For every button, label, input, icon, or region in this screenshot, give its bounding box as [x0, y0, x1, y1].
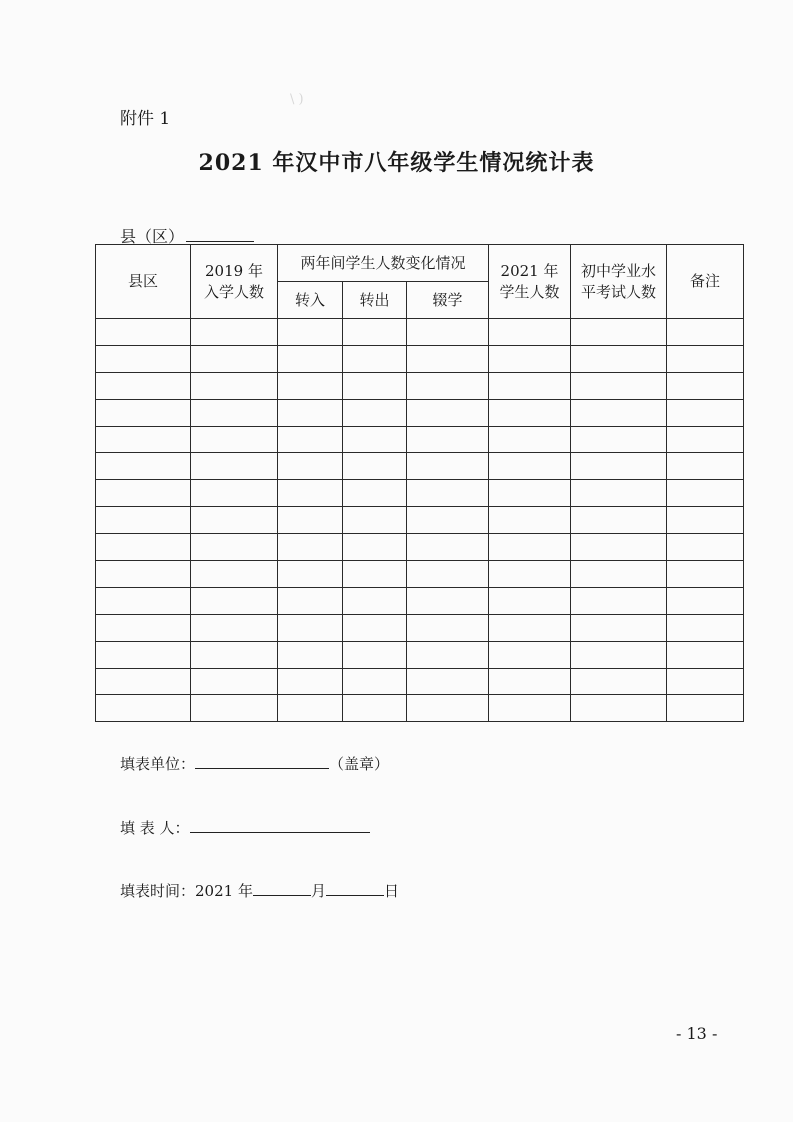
table-cell — [191, 372, 278, 399]
table-cell — [489, 695, 571, 722]
table-cell — [407, 507, 489, 534]
table-cell — [96, 668, 191, 695]
table-cell — [96, 345, 191, 372]
county-label: 县（区） — [120, 227, 185, 246]
day-blank-line — [326, 883, 384, 896]
time-label: 填表时间：2021 年 — [120, 882, 253, 900]
table-cell — [489, 319, 571, 346]
table-cell — [667, 614, 744, 641]
time-line — [120, 880, 399, 901]
table-cell — [278, 507, 343, 534]
unit-label: 填表单位： — [120, 755, 196, 773]
table-cell — [489, 345, 571, 372]
table-cell — [571, 587, 667, 614]
table-row — [96, 641, 744, 668]
table-cell — [407, 561, 489, 588]
table-cell — [343, 587, 407, 614]
unit-line — [120, 753, 389, 774]
table-cell — [343, 399, 407, 426]
table-cell — [191, 345, 278, 372]
table-row — [96, 561, 744, 588]
table-cell — [667, 641, 744, 668]
filler-label: 填 表 人： — [120, 819, 190, 837]
filler-blank-line — [190, 820, 370, 833]
table-cell — [571, 453, 667, 480]
table-row — [96, 534, 744, 561]
table-cell — [489, 507, 571, 534]
table-cell — [489, 668, 571, 695]
table-cell — [278, 695, 343, 722]
header-exam-count: 初中学业水 平考试人数 — [571, 245, 667, 319]
table-cell — [407, 695, 489, 722]
table-cell — [191, 668, 278, 695]
table-cell — [343, 668, 407, 695]
page-number: - 13 - — [676, 1024, 718, 1043]
table-cell — [489, 561, 571, 588]
table-cell — [278, 345, 343, 372]
table-cell — [191, 561, 278, 588]
table-cell — [191, 507, 278, 534]
table-cell — [667, 507, 744, 534]
table-cell — [571, 399, 667, 426]
table-body — [96, 319, 744, 722]
table-cell — [278, 534, 343, 561]
table-cell — [343, 695, 407, 722]
table-cell — [489, 399, 571, 426]
table-cell — [191, 426, 278, 453]
table-cell — [191, 399, 278, 426]
table-cell — [407, 480, 489, 507]
table-cell — [489, 641, 571, 668]
table-row — [96, 345, 744, 372]
table-cell — [407, 534, 489, 561]
header-change-group: 两年间学生人数变化情况 — [278, 245, 489, 282]
table-cell — [96, 480, 191, 507]
header-students-2021: 2021 年 学生人数 — [489, 245, 571, 319]
header-suspend: 辍学 — [407, 282, 489, 319]
table-cell — [96, 426, 191, 453]
table-row — [96, 319, 744, 346]
table-cell — [191, 319, 278, 346]
table-cell — [96, 453, 191, 480]
table-cell — [489, 372, 571, 399]
header-enroll-2019: 2019 年 入学人数 — [191, 245, 278, 319]
table-cell — [407, 399, 489, 426]
table-cell — [667, 426, 744, 453]
table-cell — [278, 399, 343, 426]
table-cell — [667, 587, 744, 614]
table-row — [96, 399, 744, 426]
page-title: 2021 年汉中市八年级学生情况统计表 — [198, 150, 595, 176]
table-cell — [278, 587, 343, 614]
table-cell — [407, 641, 489, 668]
table-cell — [191, 641, 278, 668]
table-row — [96, 695, 744, 722]
table-cell — [571, 507, 667, 534]
table-cell — [489, 480, 571, 507]
table-cell — [96, 587, 191, 614]
table-cell — [278, 319, 343, 346]
table-cell — [667, 561, 744, 588]
table-cell — [96, 641, 191, 668]
table-cell — [489, 614, 571, 641]
header-transfer-in: 转入 — [278, 282, 343, 319]
seal-label: （盖章） — [329, 755, 390, 773]
table-cell — [96, 534, 191, 561]
table-cell — [191, 480, 278, 507]
table-cell — [191, 587, 278, 614]
table-cell — [191, 534, 278, 561]
bleed-through-marks: \ ) — [290, 92, 308, 107]
table-cell — [571, 641, 667, 668]
table-cell — [343, 426, 407, 453]
table-cell — [667, 319, 744, 346]
table-cell — [343, 319, 407, 346]
month-blank-line — [253, 883, 311, 896]
filler-line — [120, 817, 370, 838]
table-cell — [407, 668, 489, 695]
table-cell — [343, 641, 407, 668]
table-cell — [278, 480, 343, 507]
table-cell — [571, 480, 667, 507]
table-cell — [278, 426, 343, 453]
unit-blank-line — [195, 756, 329, 769]
attachment-label: 附件 1 — [120, 109, 171, 129]
month-label: 月 — [310, 882, 326, 900]
table-cell — [278, 614, 343, 641]
table-cell — [278, 668, 343, 695]
table-cell — [343, 561, 407, 588]
table-cell — [278, 372, 343, 399]
table-cell — [571, 319, 667, 346]
table-cell — [407, 372, 489, 399]
table-cell — [571, 561, 667, 588]
header-remarks: 备注 — [667, 245, 744, 319]
header-row-1 — [96, 245, 744, 282]
table-cell — [407, 426, 489, 453]
table-cell — [407, 587, 489, 614]
day-label: 日 — [383, 882, 399, 900]
table-cell — [343, 345, 407, 372]
table-cell — [571, 426, 667, 453]
table-cell — [343, 614, 407, 641]
table-cell — [667, 534, 744, 561]
table-cell — [96, 695, 191, 722]
table-row — [96, 453, 744, 480]
table-cell — [407, 345, 489, 372]
table-cell — [571, 372, 667, 399]
table-cell — [96, 372, 191, 399]
header-transfer-out: 转出 — [343, 282, 407, 319]
table-cell — [667, 345, 744, 372]
table-cell — [571, 614, 667, 641]
table-cell — [667, 453, 744, 480]
table-cell — [571, 345, 667, 372]
table-cell — [667, 372, 744, 399]
table-cell — [489, 534, 571, 561]
table-cell — [343, 453, 407, 480]
table-cell — [667, 480, 744, 507]
statistics-table — [95, 244, 744, 722]
table-cell — [96, 399, 191, 426]
table-cell — [667, 695, 744, 722]
table-cell — [407, 614, 489, 641]
table-cell — [489, 587, 571, 614]
table-cell — [96, 319, 191, 346]
table-cell — [96, 561, 191, 588]
table-row — [96, 372, 744, 399]
table-row — [96, 426, 744, 453]
table-cell — [96, 507, 191, 534]
table-row — [96, 507, 744, 534]
table-cell — [191, 453, 278, 480]
table-cell — [278, 453, 343, 480]
table-cell — [571, 695, 667, 722]
table-cell — [278, 561, 343, 588]
table-cell — [343, 372, 407, 399]
table-cell — [571, 534, 667, 561]
table-cell — [191, 695, 278, 722]
table-row — [96, 614, 744, 641]
table-cell — [278, 641, 343, 668]
table-cell — [96, 614, 191, 641]
table-cell — [343, 534, 407, 561]
table-row — [96, 587, 744, 614]
table-cell — [489, 453, 571, 480]
table-cell — [343, 480, 407, 507]
header-county: 县区 — [96, 245, 191, 319]
table-cell — [667, 668, 744, 695]
table-cell — [407, 319, 489, 346]
table-cell — [343, 507, 407, 534]
table-cell — [571, 668, 667, 695]
county-blank-line — [186, 227, 254, 242]
table-row — [96, 668, 744, 695]
table-cell — [489, 426, 571, 453]
table-row — [96, 480, 744, 507]
table-cell — [407, 453, 489, 480]
table-cell — [667, 399, 744, 426]
table-cell — [191, 614, 278, 641]
